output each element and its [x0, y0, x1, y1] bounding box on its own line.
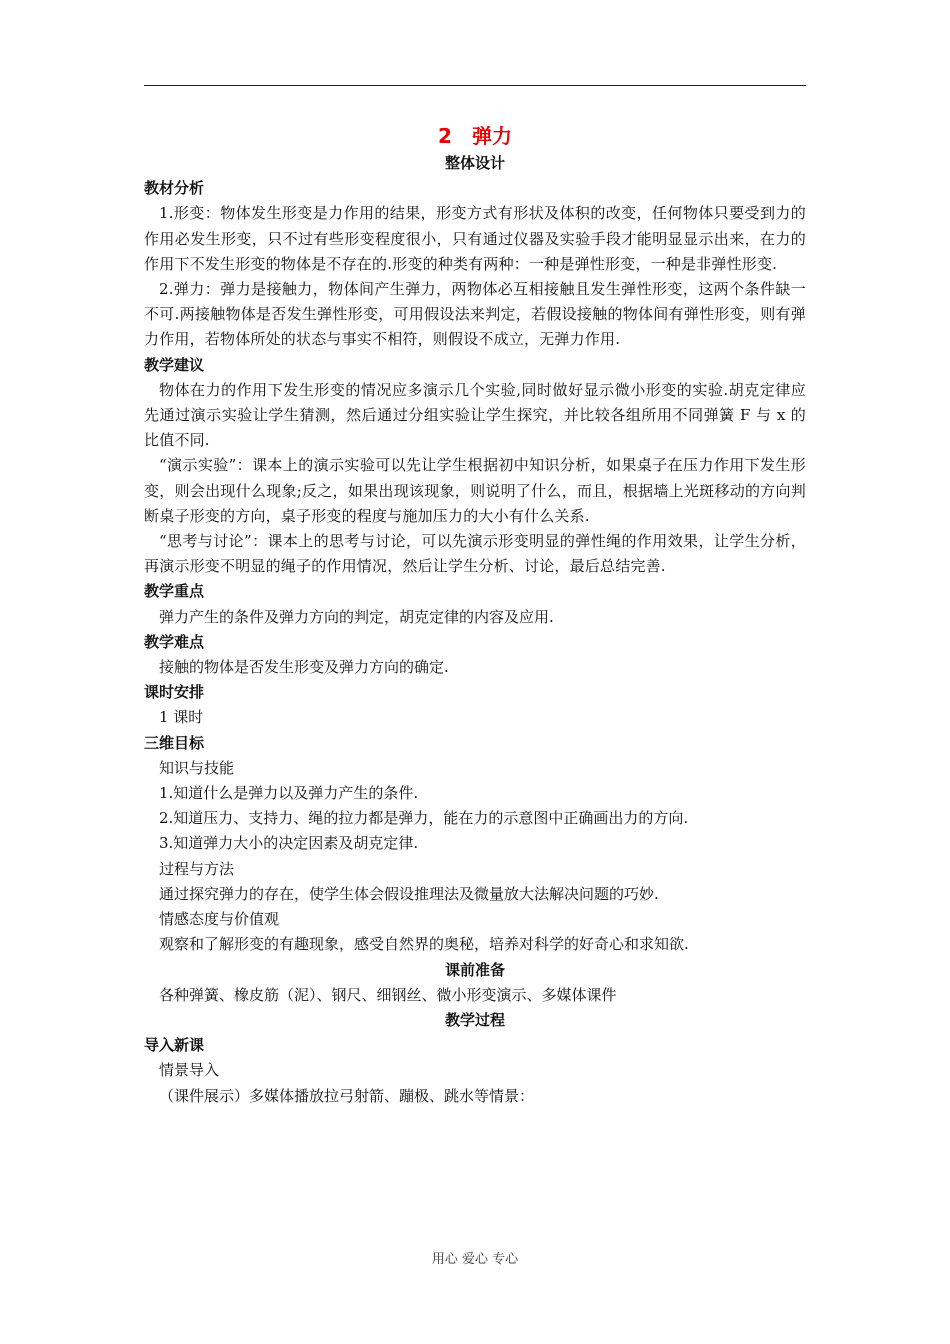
section-heading-process: 教学过程	[444, 1010, 505, 1029]
paragraph: “思考与讨论”：课本上的思考与讨论，可以先演示形变明显的弹性绳的作用效果，让学生分析，再演示形变不明显的绳子的作用情况，然后让学生分析、讨论，最后总结完善.	[144, 532, 806, 576]
paragraph: 物体在力的作用下发生形变的情况应多演示几个实验,同时做好显示微小形变的实验.胡克定律应先通过演示实验让学生猜测，然后通过分组实验让学生探究，并比较各组所用不同弹簧 F 与 x 的比值不同.	[144, 380, 806, 450]
section-heading-schedule: 课时安排	[144, 683, 205, 702]
paragraph: “演示实验”：课本上的演示实验可以先让学生根据初中知识分析，如果桌子在压力作用下发生形变，则会出现什么现象;反之，如果出现该现象，则说明了什么，而且，根据墙上光斑移动的方向判断桌子形变的方向，桌子形变的程度与施加压力的大小有什么关系.	[144, 456, 806, 525]
page-title: 2 弹力	[438, 124, 512, 148]
paragraph: 弹力产生的条件及弹力方向的判定，胡克定律的内容及应用.	[159, 607, 554, 626]
subsection-label: 知识与技能	[159, 758, 235, 777]
page-footer: 用心 爱心 专心	[431, 1252, 519, 1267]
paragraph: 1 课时	[159, 708, 204, 727]
list-item: 2.知道压力、支持力、绳的拉力都是弹力，能在力的示意图中正确画出力的方向.	[159, 809, 689, 828]
section-heading-intro: 导入新课	[144, 1036, 205, 1055]
paragraph: 观察和了解形变的有趣现象，感受自然界的奥秘，培养对科学的好奇心和求知欲.	[159, 935, 689, 954]
paragraph: 1.形变：物体发生形变是力作用的结果，形变方式有形状及体积的改变，任何物体只要受到力的作用必发生形变，只不过有些形变程度很小，只有通过仪器及实验手段才能明显显示出来，在力的作用下不发生形变的物体是不存在的.形变的种类有两种：一种是弹性形变，一种是非弹性形变.	[144, 204, 806, 273]
section-heading-key-points: 教学重点	[144, 582, 205, 601]
subsection-label: 过程与方法	[159, 859, 235, 878]
paragraph: 通过探究弹力的存在，使学生体会假设推理法及微量放大法解决问题的巧妙.	[159, 884, 659, 903]
list-item: 3.知道弹力大小的决定因素及胡克定律.	[159, 834, 419, 853]
subsection-label: 情感态度与价值观	[159, 910, 280, 929]
subsection-label: 情景导入	[159, 1061, 220, 1080]
paragraph: （课件展示）多媒体播放拉弓射箭、蹦极、跳水等情景：	[159, 1086, 535, 1105]
subtitle: 整体设计	[444, 154, 505, 172]
header-rule	[144, 85, 806, 86]
paragraph: 2.弹力：弹力是接触力，物体间产生弹力，两物体必互相接触且发生弹性形变，这两个条件缺一不可.两接触物体是否发生弹性形变，可用假设法来判定，若假设接触的物体间有弹性形变，则有弹力作用，若物体所处的状态与事实不相符，则假设不成立，无弹力作用.	[144, 280, 806, 349]
section-heading-material-analysis: 教材分析	[144, 179, 205, 198]
paragraph: 各种弹簧、橡皮筋（泥）、钢尺、细钢丝、微小形变演示、多媒体课件	[159, 985, 617, 1004]
section-heading-goals: 三维目标	[144, 733, 205, 752]
section-heading-difficulties: 教学难点	[144, 632, 205, 651]
document-body	[144, 121, 806, 1109]
section-heading-preparation: 课前准备	[444, 960, 505, 979]
list-item: 1.知道什么是弹力以及弹力产生的条件.	[159, 784, 419, 803]
section-heading-teaching-advice: 教学建议	[144, 355, 205, 374]
paragraph: 接触的物体是否发生形变及弹力方向的确定.	[159, 658, 449, 677]
